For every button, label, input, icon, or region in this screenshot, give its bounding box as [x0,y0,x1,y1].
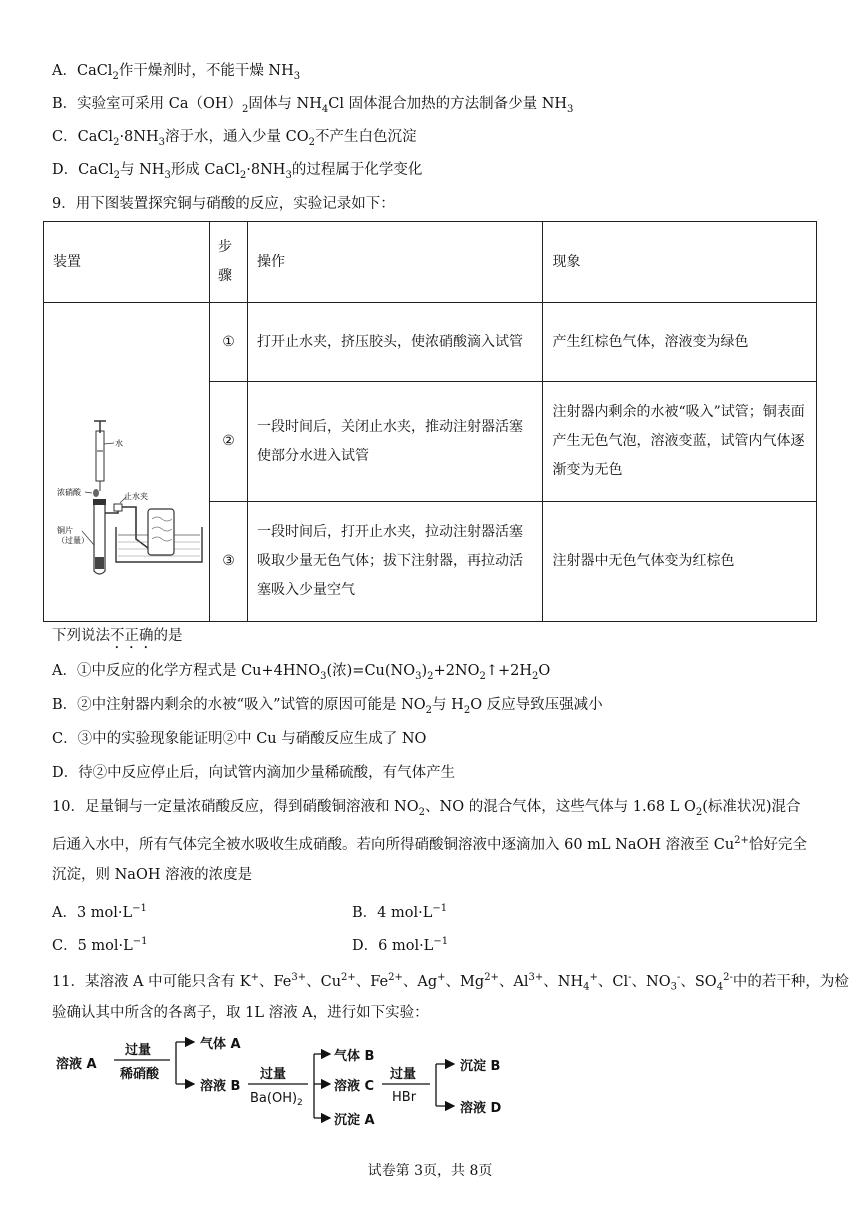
q8-option-c: C．$CaCl_2\cdot 8NH_3$溶于水，通入少量 $CO_2$不产生白色沉淀 [52,129,417,148]
q10-stem-line1: 10．足量铜与一定量浓硝酸反应，得到硝酸铜溶液和 $NO_2$、NO 的混合气体，这些气体与 1.68 L $O_2$(标准状况)混合 [52,799,801,818]
label-excess: （过量） [57,535,89,545]
label-acid: 浓硝酸 [57,487,81,497]
q9-prompt: 下列说法不正确的是 [52,628,183,644]
label-copper: 铜片 [57,525,73,535]
header-phenomenon: 现象 [543,222,817,303]
apparatus-cell [44,303,210,622]
flow-solution-b: 溶液 B [200,1079,241,1094]
flow-precipitate-b: 沉淀 B [460,1059,501,1074]
header-device: 装置 [44,222,210,303]
operation-3: 一段时间后，打开止水夹，拉动注射器活塞吸取少量无色气体；拔下注射器，再拉动活塞吸入少量空气 [247,502,542,622]
q10-option-d: D．6 $mol\cdot L^{-1}$ [352,936,449,954]
flow-precipitate-a: 沉淀 A [334,1113,375,1128]
flow-reagent1-bottom: 稀硝酸 [120,1067,160,1082]
flow-reagent3-bottom: HBr [392,1090,417,1105]
flow-gas-a: 气体 A [200,1037,241,1052]
header-operation: 操作 [247,222,542,303]
q11-stem-line1: 11．某溶液 A 中可能只含有 K+、$Fe^{3+}$、$Cu^{2+}$、$Fe^{2+}$、Ag+、$Mg^{2+}$、$Al^{3+}$、$NH_4^+$、Cl-、$NO_3^-$、$SO_4^{2-}$中的若干种，为检 [52,972,849,993]
q11-flowchart [52,1034,532,1134]
flow-reagent3-top: 过量 [390,1067,417,1082]
q9-stem: 9．用下图装置探究铜与硝酸的反应，实验记录如下： [52,196,395,212]
flow-solution-a: 溶液 A [56,1057,97,1072]
operation-2: 一段时间后，关闭止水夹，推动注射器活塞使部分水进入试管 [247,382,542,502]
page-footer: 试卷第 3页，共 8页 [367,1163,493,1179]
flow-gas-b: 气体 B [334,1049,375,1064]
label-clamp: 止水夹 [124,491,148,501]
q10-option-c: C．5 $mol\cdot L^{-1}$ [52,936,148,954]
flow-solution-d: 溶液 D [460,1101,502,1116]
phenomenon-3: 注射器中无色气体变为红棕色 [543,502,817,622]
flow-solution-c: 溶液 C [334,1079,375,1094]
step-2: ② [210,382,248,502]
experiment-table [43,221,817,622]
operation-1: 打开止水夹，挤压胶头，使浓硝酸滴入试管 [247,303,542,382]
q9-option-a: A．①中反应的化学方程式是 $Cu+4HNO_3$(浓)$=Cu(NO_3)_2+2NO_2↑+2H_2O$ [52,663,551,682]
q9-option-d: D．待②中反应停止后，向试管内滴加少量稀硫酸，有气体产生 [52,765,456,781]
q10-option-b: B．4 $mol\cdot L^{-1}$ [352,903,448,921]
phenomenon-2: 注射器内剩余的水被“吸入”试管；铜表面产生无色气泡，溶液变蓝，试管内气体逐渐变为无色 [543,382,817,502]
label-water: 水 [115,438,123,448]
table-header-row [44,222,817,303]
q10-stem-line3: 沉淀，则 NaOH 溶液的浓度是 [52,867,253,883]
phenomenon-1: 产生红棕色气体，溶液变为绿色 [543,303,817,382]
q8-option-a: A．CaCl$_2$作干燥剂时，不能干燥 $NH_3$ [52,63,301,82]
step-1: ① [210,303,248,382]
header-step: 步骤 [210,222,248,303]
table-row [44,303,817,382]
q10-option-a: A．3 $mol\cdot L^{-1}$ [52,903,147,921]
apparatus-diagram [44,339,209,575]
flow-reagent1-top: 过量 [125,1043,152,1058]
flow-reagent2-top: 过量 [260,1067,287,1082]
q8-option-b: B．实验室可采用 $Ca(OH)_2$固体与 $NH_4Cl$ 固体混合加热的方法制备少量 $NH_3$ [52,96,574,115]
flow-reagent2-bottom: $Ba(OH)_2$ [250,1091,303,1108]
q8-option-d: D．CaCl$_2$与 $NH_3$形成 $CaCl_2\cdot 8NH_3$的过程属于化学变化 [52,162,423,181]
q9-option-b: B．②中注射器内剩余的水被“吸入”试管的原因可能是 $NO_2$与 $H_2O$ 反应导致压强减小 [52,697,603,716]
step-3: ③ [210,502,248,622]
q11-stem-line2: 验确认其中所含的各离子，取 1L 溶液 A，进行如下实验： [52,1005,429,1021]
q9-option-c: C．③中的实验现象能证明②中 Cu 与硝酸反应生成了 NO [52,731,427,747]
q10-stem-line2: 后通入水中，所有气体完全被水吸收生成硝酸。若向所得硝酸铜溶液中逐滴加入 60 mL NaOH 溶液至 $Cu^{2+}$恰好完全 [52,835,807,853]
